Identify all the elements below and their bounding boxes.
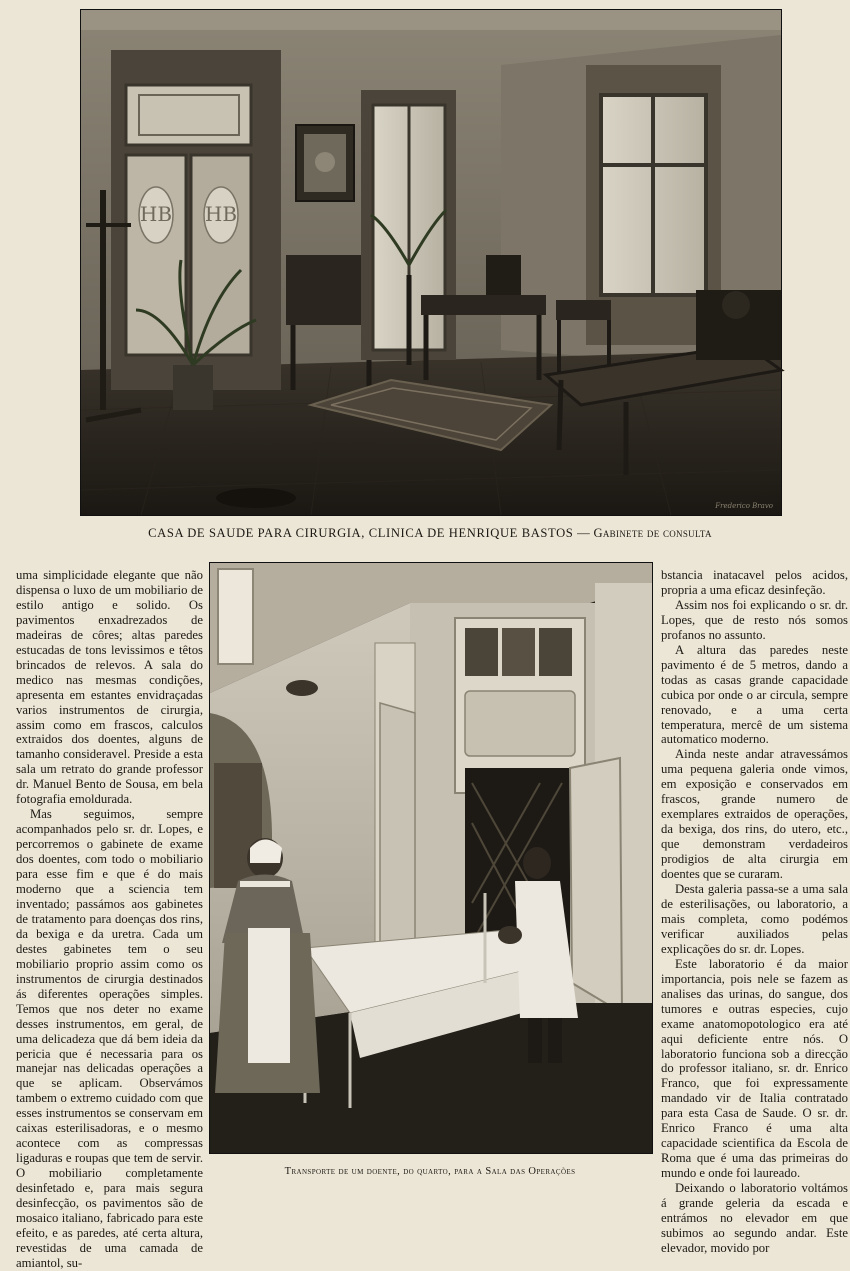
right-paragraph-4: Ainda neste andar atravessámos uma pequena galeria onde vimos, em exposição e conservados em frascos, grande numero de exemplares extraidos de operações, da bexiga, dos rins, do utero, etc., que demonstram verdadeiros prodigios de alta cirurgia em doentes que se curaram. bbox=[661, 747, 848, 882]
top-photo-caption bbox=[80, 526, 780, 541]
right-paragraph-6: Este laboratorio é da maior importancia, pois nele se fazem as analises das urinas, do sangue, dos tumores e outras especies, cujo exame anatomopotologico era até aqui deficiente entre nós. O laboratorio funciona sob a direcção do professor italiano, sr. dr. Enrico Franco, que foi expressamente mandado vir de Italia contratado para esta Casa de Saude. O sr. dr. Enrico Franco é uma alta capacidade scientifica da Escola de Roma que é uma das primeiras do mundo e onde foi laureado. bbox=[661, 956, 848, 1181]
right-paragraph-7: Deixando o laboratorio voltámos á grande geleria da escada e entrámos no elevador em que subimos ao segundo andar. Este elevador, movido por bbox=[661, 1181, 848, 1255]
door-monogram-right: HB bbox=[204, 202, 238, 226]
patient-transport-photo bbox=[209, 562, 653, 1154]
right-paragraph-5: Desta galeria passa-se a uma sala de esterilisações, ou laboratorio, a mais completa, como podémos verificar auxiliados pelas explicações do sr. dr. Lopes. bbox=[661, 882, 848, 956]
top-caption-main: CASA DE SAUDE PARA CIRURGIA, CLINICA DE HENRIQUE BASTOS bbox=[148, 526, 574, 540]
right-article-column bbox=[661, 568, 848, 1255]
left-paragraph-1: uma simplicidade elegante que não dispensa o luxo de um mobiliario de estilo antigo e solido. Os pavimentos enxadrezados de madeiras de côres; altas paredes estucadas de tons levissimos e têtos brincados de relevos. A sala do medico nas mesmas condições, apresenta em estantes envidraçadas varios instrumentos de cirurgia, assim como em frascos, calculos extraidos dos doentes, alguns de tamanho consideravel. Preside a esta sala um retrato do grande professor dr. Manuel Bento de Sousa, em bela fotografia emoldurada. bbox=[16, 568, 203, 807]
middle-photo-caption: Transporte de um doente, do quarto, para a Sala das Operações bbox=[284, 1166, 576, 1177]
left-paragraph-2: Mas seguimos, sempre acompanhados pelo sr. dr. Lopes, e percorremos o gabinete de exame dos doentes, com todo o mobiliario para esse fim e que é do mais moderno que a sciencia tem inventado; passámos aos gabinetes de tratamento para doenças dos rins, da bexiga e da uretra. Cada um destes gabinetes tem o seu mobiliario proprio assim como os instrumentos de cirurgia destinados ás diferentes operações simples. Temos que nos deter no exame desses instrumentos, em geral, de uma delicadeza que dá bem ideia da pericia que é necessaria para os manejar nas delicadas operações a que se aplicam. Observámos tambem o extremo cuidado com que esses instrumentos se conservam em caixas esterilisadoras, e o mesmo acontece com as compressas ligaduras e roupas que tem de servir. O mobiliario completamente desinfetado e, para mais segura desinfecção, os pavimentos são de mosaico italiano, fabricado para este efeito, e as paredes, até certa altura, revestidas de uma camada de amiantol, su- bbox=[16, 807, 203, 1270]
right-paragraph-3: A altura das paredes neste pavimento é de 5 metros, dando a todas as casas grande capacidade cubica por onde o ar circula, sempre renovado, e a uma certa temperatura, mercê de um sistema automatico moderno. bbox=[661, 642, 848, 747]
top-caption-sub: — Gabinete de consulta bbox=[577, 526, 712, 540]
right-paragraph-2: Assim nos foi explicando o sr. dr. Lopes, que de resto nós somos profanos no assunto. bbox=[661, 597, 848, 642]
photographer-signature: Frederico Bravo bbox=[715, 502, 773, 510]
right-paragraph-1: bstancia inatacavel pelos acidos, propria a uma eficaz desinfeção. bbox=[661, 568, 848, 597]
consulting-room-photo bbox=[80, 9, 782, 516]
door-monogram-left: HB bbox=[139, 202, 173, 226]
left-article-column bbox=[16, 568, 203, 1270]
